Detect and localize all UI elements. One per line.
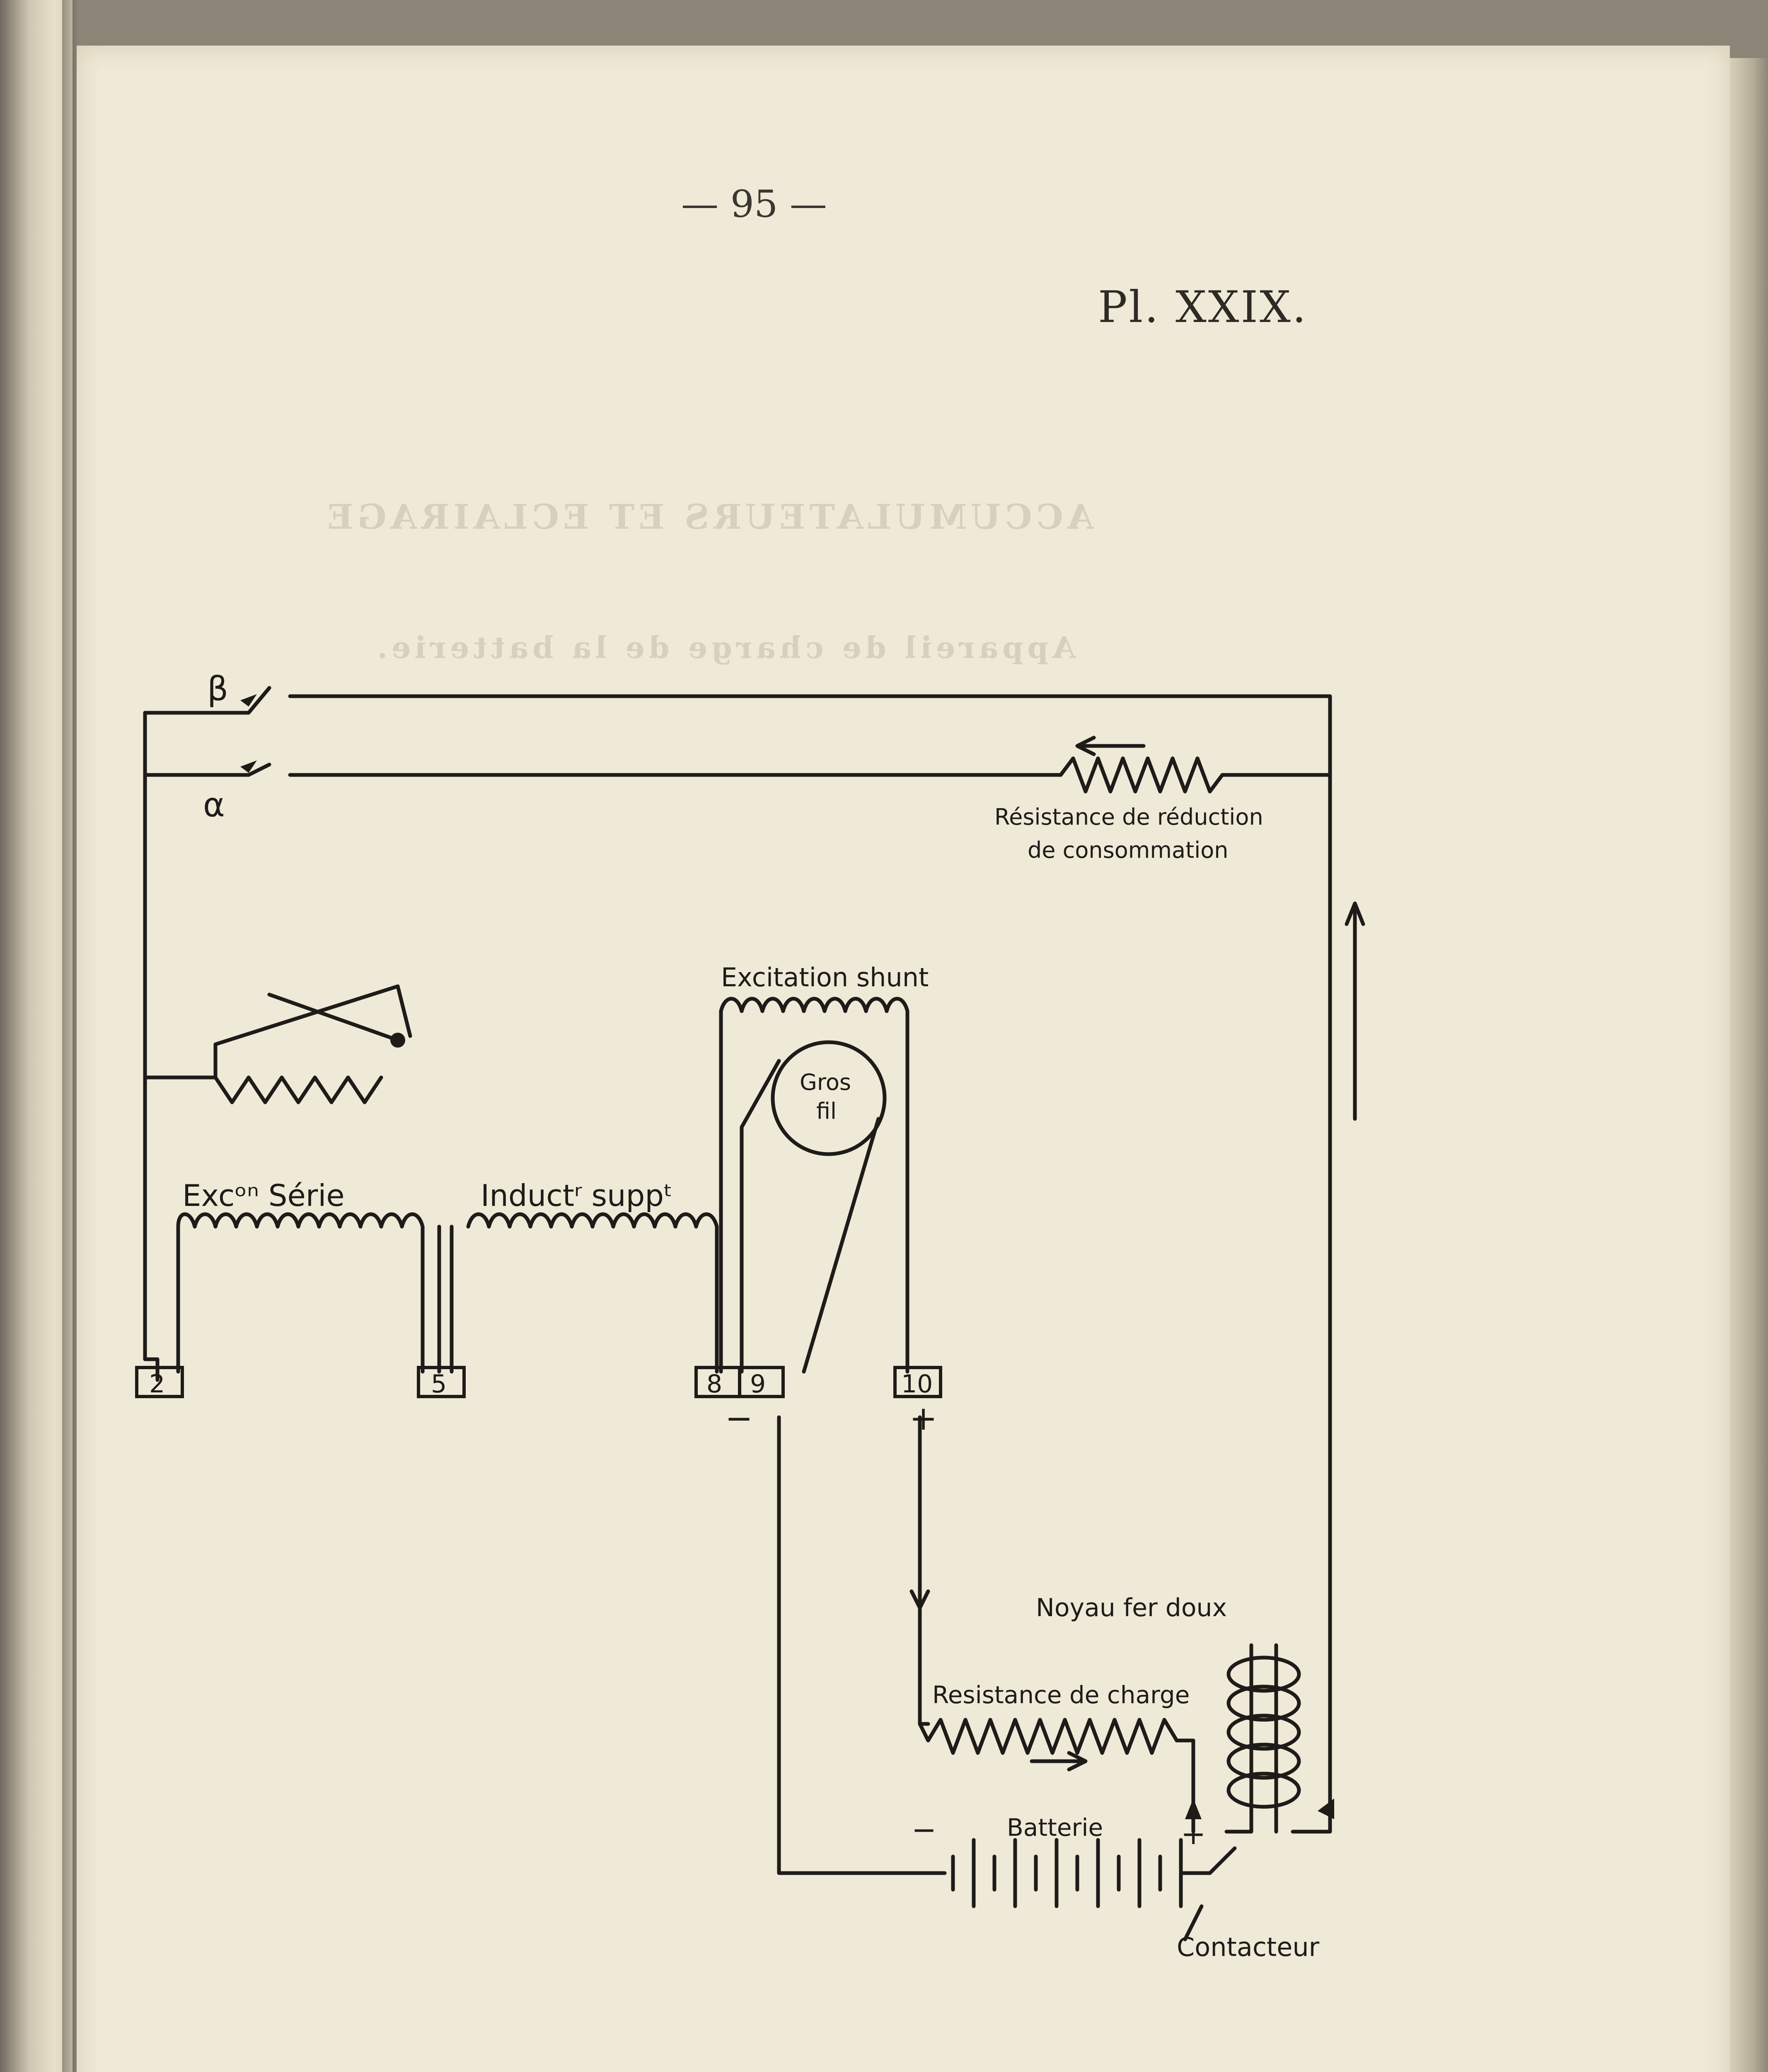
label-exc-serie: Excᵒⁿ Série xyxy=(182,1178,345,1213)
series-rheostat xyxy=(145,1077,381,1102)
bleed-through-subheading: Appareil de charge de la batterie. xyxy=(373,630,1076,665)
label-batt-plus: + xyxy=(1181,1816,1206,1851)
solenoid-core xyxy=(1251,1645,1276,1832)
terminal-8: 8 xyxy=(706,1370,723,1399)
label-batt-minus: − xyxy=(912,1812,937,1847)
wire-serie-down xyxy=(178,1227,423,1372)
coil-shunt xyxy=(721,999,907,1011)
label-excitation-shunt: Excitation shunt xyxy=(721,962,929,992)
arrow-down xyxy=(912,1533,928,1608)
sign-plus: + xyxy=(909,1399,938,1438)
label-induct-supp: Inductʳ suppᵗ xyxy=(481,1178,673,1213)
label-resistance-charge: Resistance de charge xyxy=(932,1681,1190,1709)
terminal-10: 10 xyxy=(901,1370,933,1399)
label-contacteur: Contacteur xyxy=(1177,1932,1320,1962)
wire-alpha xyxy=(145,765,1061,775)
wire-left xyxy=(145,713,157,1380)
label-gros: Gros xyxy=(800,1069,851,1095)
plate-label: Pl. XXIX. xyxy=(1098,282,1308,332)
terminal-9: 9 xyxy=(750,1370,766,1399)
armature-brush xyxy=(742,1061,878,1372)
label-fil: fil xyxy=(816,1098,837,1124)
rheostat-lever xyxy=(215,986,410,1077)
wire-minus xyxy=(779,1417,928,1873)
sign-minus: − xyxy=(725,1399,753,1438)
label-beta: β xyxy=(207,670,229,708)
terminal-2: 2 xyxy=(149,1370,165,1399)
arrow-right-up xyxy=(1347,903,1363,1119)
wire-shunt xyxy=(721,1011,907,1372)
contact-arm xyxy=(1226,1811,1330,1832)
arrow-charge xyxy=(1032,1753,1086,1769)
wire-inductor-down xyxy=(439,1227,717,1372)
label-resistance-reduction-2: de consommation xyxy=(1028,837,1229,863)
label-noyau: Noyau fer doux xyxy=(1036,1593,1227,1622)
page-number: — 95 — xyxy=(681,182,827,226)
bleed-through-heading: ACCUMULATEURS ET ECLAIRAGE xyxy=(323,497,1094,537)
coil-inductor xyxy=(468,1214,717,1227)
label-batterie: Batterie xyxy=(1007,1813,1103,1842)
arrow-reduction xyxy=(1077,738,1144,754)
coil-serie xyxy=(178,1214,423,1227)
label-resistance-reduction-1: Résistance de réduction xyxy=(994,804,1263,830)
label-alpha: α xyxy=(203,786,225,824)
resistance-reduction xyxy=(1061,758,1330,792)
terminal-5: 5 xyxy=(431,1370,447,1399)
